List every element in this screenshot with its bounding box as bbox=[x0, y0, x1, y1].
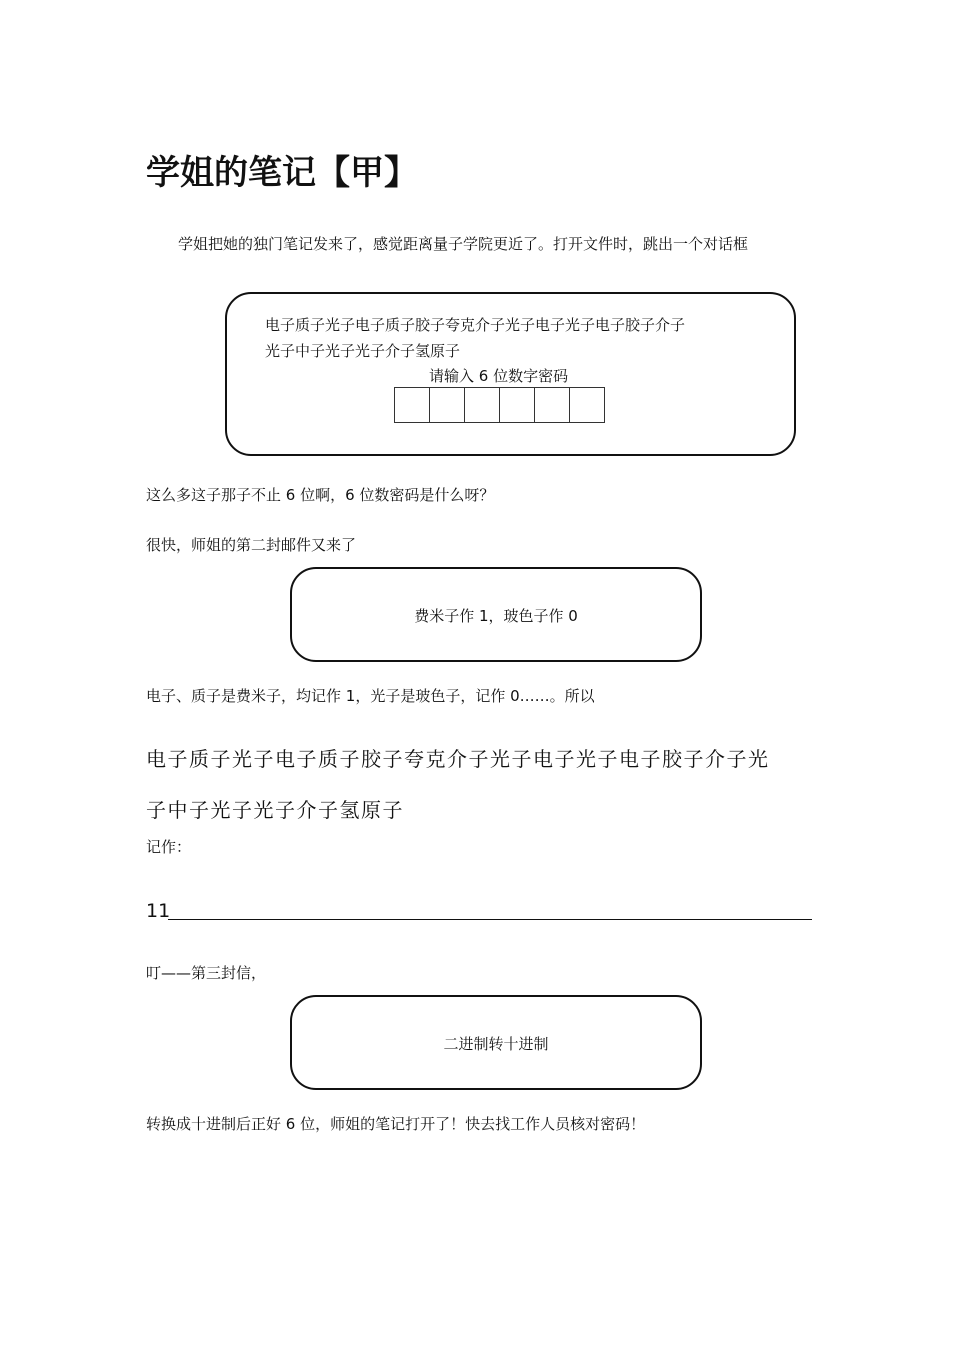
password-digit-6[interactable] bbox=[569, 387, 605, 423]
password-digit-3[interactable] bbox=[464, 387, 500, 423]
particle-sequence-line-2: 子中子光子光子介子氢原子 bbox=[146, 798, 404, 822]
third-letter-paragraph: 叮——第三封信， bbox=[146, 964, 267, 982]
explanation-paragraph: 电子、质子是费米子，均记作 1，光子是玻色子，记作 0……。所以 bbox=[146, 687, 595, 705]
hint-box-binary bbox=[290, 995, 702, 1090]
answer-prefix: 11 bbox=[146, 900, 171, 922]
hint-fermion-text: 费米子作 1，玻色子作 0 bbox=[414, 607, 578, 625]
password-digit-5[interactable] bbox=[534, 387, 570, 423]
hint-box-fermion bbox=[290, 567, 702, 662]
dialog-prompt: 请输入 6 位数字密码 bbox=[429, 367, 569, 385]
intro-paragraph: 学姐把她的独门笔记发来了，感觉距离量子学院更近了。打开文件时，跳出一个对话框 bbox=[178, 235, 749, 253]
dialog-line-1: 电子质子光子电子质子胶子夸克介子光子电子光子电子胶子介子 bbox=[265, 316, 686, 334]
question-paragraph: 这么多这子那子不止 6 位啊，6 位数密码是什么呀？ bbox=[146, 486, 495, 504]
answer-blank-line[interactable] bbox=[168, 919, 812, 920]
closing-paragraph: 转换成十进制后正好 6 位，师姐的笔记打开了！快去找工作人员核对密码！ bbox=[146, 1115, 646, 1133]
password-digit-4[interactable] bbox=[499, 387, 535, 423]
second-email-paragraph: 很快，师姐的第二封邮件又来了 bbox=[146, 536, 357, 554]
particle-sequence-line-1: 电子质子光子电子质子胶子夸克介子光子电子光子电子胶子介子光 bbox=[146, 747, 770, 771]
password-digit-2[interactable] bbox=[429, 387, 465, 423]
dialog-line-2: 光子中子光子光子介子氢原子 bbox=[265, 342, 461, 360]
record-label: 记作： bbox=[146, 838, 192, 856]
page-title: 学姐的笔记【甲】 bbox=[146, 153, 418, 193]
hint-binary-text: 二进制转十进制 bbox=[443, 1035, 549, 1053]
password-dialog bbox=[225, 292, 796, 456]
password-input-group[interactable] bbox=[394, 387, 605, 423]
password-digit-1[interactable] bbox=[394, 387, 430, 423]
